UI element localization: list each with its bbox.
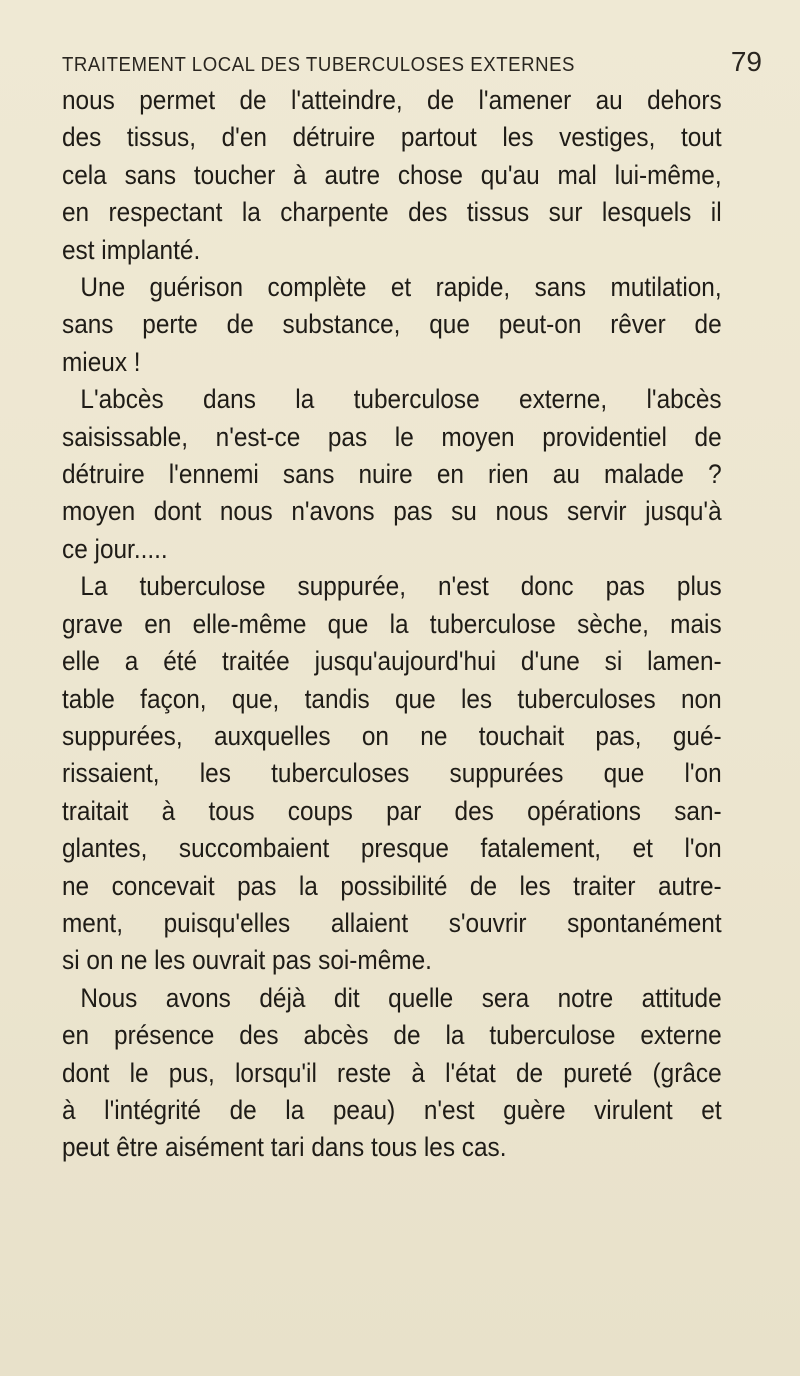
text-line: traitait à tous coups par des opérations san- <box>62 795 722 826</box>
text-line: sans perte de substance, que peut-on rêver de <box>62 309 722 340</box>
text-line: peut être aisément tari dans tous les cas. <box>62 1132 507 1163</box>
text-line: rissaient, les tuberculoses suppurées que l'on <box>62 758 722 789</box>
text-line: si on ne les ouvrait pas soi-même. <box>62 945 432 976</box>
text-line: La tuberculose suppurée, n'est donc pas plus <box>80 571 722 602</box>
text-line: en respectant la charpente des tissus sur lesquels il <box>62 197 722 228</box>
running-head: TRAITEMENT LOCAL DES TUBERCULOSES EXTERNES <box>62 54 576 76</box>
text-line: ce jour..... <box>62 533 168 564</box>
page-header <box>62 44 762 84</box>
text-line: est implanté. <box>62 234 201 265</box>
text-line: grave en elle-même que la tuberculose sèche, mais <box>62 608 722 639</box>
text-line: ment, puisqu'elles allaient s'ouvrir spontanément <box>62 907 722 938</box>
text-line: L'abcès dans la tuberculose externe, l'abcès <box>80 384 722 415</box>
text-line: à l'intégrité de la peau) n'est guère virulent et <box>62 1094 722 1125</box>
text-line: suppurées, auxquelles on ne touchait pas, gué- <box>62 720 722 751</box>
text-line: dont le pus, lorsqu'il reste à l'état de pureté (grâce <box>62 1057 722 1088</box>
page-number: 79 <box>730 46 762 77</box>
text-line: détruire l'ennemi sans nuire en rien au malade ? <box>62 459 722 490</box>
body-text <box>62 82 722 1167</box>
text-line: saisissable, n'est-ce pas le moyen providentiel de <box>62 421 722 452</box>
text-line: Une guérison complète et rapide, sans mutilation, <box>80 272 722 303</box>
text-line: glantes, succombaient presque fatalement, et l'on <box>62 833 722 864</box>
text-line: moyen dont nous n'avons pas su nous servir jusqu'à <box>62 496 722 527</box>
text-line: elle a été traitée jusqu'aujourd'hui d'une si lamen- <box>62 646 722 677</box>
text-line: mieux ! <box>62 346 141 377</box>
text-line: nous permet de l'atteindre, de l'amener au dehors <box>62 85 722 115</box>
text-line: des tissus, d'en détruire partout les vestiges, tout <box>62 122 722 153</box>
text-line: Nous avons déjà dit quelle sera notre attitude <box>80 982 722 1013</box>
text-line: ne concevait pas la possibilité de les traiter autre- <box>62 870 722 901</box>
text-line: table façon, que, tandis que les tuberculoses non <box>62 683 722 714</box>
text-line: en présence des abcès de la tuberculose externe <box>62 1020 722 1051</box>
text-line: cela sans toucher à autre chose qu'au mal lui-même, <box>62 159 722 190</box>
